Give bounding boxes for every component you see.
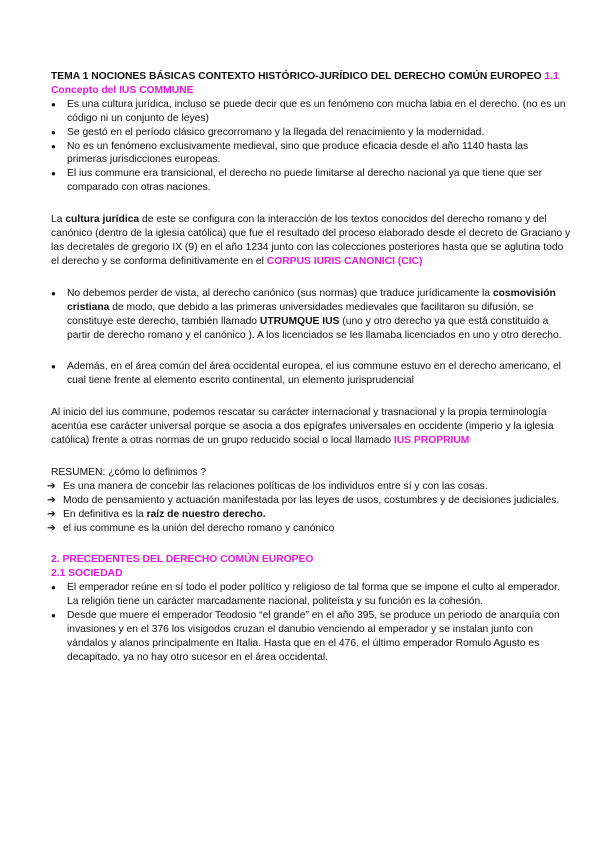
resumen-list (51, 480, 571, 536)
list-item: ● Además, en el área común del área occidental europea, el ius commune estuvo en el derecho americano, el cual tiene frente al elemento escrito continental, un elemento jurisprudencial (51, 360, 571, 388)
subsection-title: 1.1 Concepto del IUS COMMUNE (51, 71, 559, 96)
canonico-bullet-list (51, 287, 571, 343)
paragraph-inicio: Al inicio del ius commune, podemos rescatar su carácter internacional y trasnacional y la propia terminología acentúa ese carácter universal porque se asocia a dos epígrafes universales en occidente (imperio y la iglesia católica) frente a otras normas de un grupo reducido social o local llamado IUS PROPRIUM (51, 407, 554, 447)
corpus-iuris-highlight: CORPUS IURIS CANONICI (CIC) (266, 255, 423, 267)
ius-proprium-highlight: IUS PROPRIUM (393, 435, 470, 447)
list-item: ● Desde que muere el emperador Teodosio “el grande” en el año 395, se produce un periodo de anarquía con invasiones y en el 376 los visigodos cruzan el danubio venciendo al emperador y se instalan junto con vándalos y alanos principalmente en Italia. Hasta que en el 476, el último emperador Romulo Agusto es decapitado, ya no hay otro sucesor en el área occidental. (51, 609, 571, 665)
list-item: ● No debemos perder de vista, al derecho canónico (sus normas) que traduce jurídicamente la cosmovisión cristiana de modo, que debido a las primeras universidades medievales que facilitaron su difusión, se constituye este derecho, también llamado UTRUMQUE IUS (uno y otro derecho ya que está constituido a partir de derecho romano y el canónico ). A los licenciados se les llamaba licenciados en uno y otro derecho. (51, 287, 571, 343)
section-subheading: 2.1 SOCIEDAD (51, 568, 123, 580)
list-item: ➔ En definitiva es la raíz de nuestro derecho. (51, 508, 571, 522)
list-item: ➔ Modo de pensamiento y actuación manifestada por las leyes de usos, costumbres y de decisiones judiciales. (51, 494, 571, 508)
list-item: ● No es un fenómeno exclusivamente medieval, sino que produce eficacia desde el año 1140 hasta las primeras jurisdicciones europeas. (51, 140, 571, 168)
concept-bullet-list (51, 98, 571, 195)
list-item: ➔ Es una manera de concebir las relaciones políticas de los individuos entre sí y con las cosas. (51, 480, 571, 494)
document-body (51, 70, 571, 665)
sociedad-bullet-list (51, 581, 571, 664)
list-item: ● Es una cultura jurídica, incluso se puede decir que es un fenómeno con mucha labia en el derecho. (no es un código ni un conjunto de leyes) (51, 98, 571, 126)
list-item: ➔ el ius commune es la unión del derecho romano y canónico (51, 522, 571, 536)
resumen-heading: RESUMEN: ¿cómo lo definimos ? (51, 466, 207, 478)
paragraph-cultura-juridica: La cultura jurídica de este se configura con la interacción de los textos conocidos del derecho romano y del canónico (dentro de la iglesia católica) que fue el resultado del proceso elaborado desde el decreto de Graciano y las decretales de gregorio IX (9) en el año 1234 junto con las colecciones posteriores hasta que se aglutina todo el derecho y se conforma definitivamente en el CORPUS IURIS CANONICI (CIC) (51, 214, 571, 267)
list-item: ● Se gestó en el período clásico grecorromano y la llegada del renacimiento y la modernidad. (51, 126, 571, 140)
section-heading: 2. PRECEDENTES DEL DERECHO COMÚN EUROPEO (51, 554, 314, 566)
list-item: ● El emperador reúne en sí todo el poder político y religioso de tal forma que se impone el culto al emperador. La religión tiene un carácter marcadamente nacional, politeísta y su función es la cohesión. (51, 581, 571, 609)
title-text: TEMA 1 NOCIONES BÁSICAS CONTEXTO HISTÓRICO-JURÍDICO DEL DERECHO COMÚN EUROPEO (51, 71, 542, 82)
america-bullet-list (51, 360, 571, 388)
list-item: ● El ius commune era transicional, el derecho no puede limitarse al derecho nacional ya que tiene que ser comparado con otras naciones. (51, 167, 571, 195)
document-title (51, 70, 571, 98)
